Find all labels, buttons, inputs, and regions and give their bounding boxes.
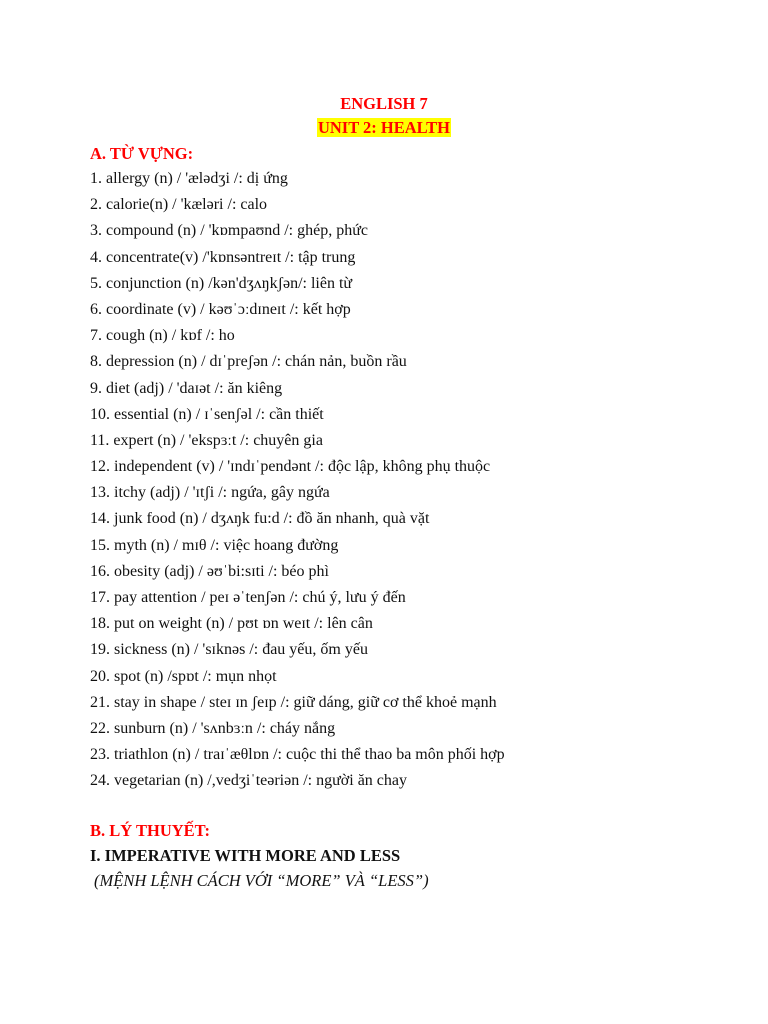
vocabulary-item: 12. independent (v) / 'ɪndɪˈpendənt /: độc lập, không phụ thuộc [90, 458, 491, 476]
vocabulary-item: 6. coordinate (v) / kəʊˈɔːdɪneɪt /: kết hợp [90, 300, 351, 318]
section-b-heading: B. LÝ THUYẾT: [90, 821, 210, 840]
subsection-note: (MỆNH LỆNH CÁCH VỚI “MORE” VÀ “LESS”) [94, 871, 429, 890]
vocabulary-item: 18. put on weight (n) / pʊt ɒn weɪt /: lên cân [90, 615, 373, 633]
title-block [0, 92, 768, 140]
vocabulary-item: 22. sunburn (n) / 'sʌnbɜːn /: cháy nắng [90, 719, 336, 737]
document-title: ENGLISH 7 [340, 94, 428, 113]
vocabulary-item: 7. cough (n) / kɒf /: ho [90, 327, 235, 345]
vocabulary-item: 3. compound (n) / 'kɒmpaʊnd /: ghép, phức [90, 222, 368, 240]
vocabulary-item: 1. allergy (n) / 'ælədʒi /: dị ứng [90, 170, 288, 187]
unit-title: UNIT 2: HEALTH [317, 118, 451, 137]
vocabulary-item: 4. concentrate(v) /'kɒnsəntreɪt /: tập trung [90, 248, 356, 266]
vocabulary-item: 10. essential (n) / ɪˈsenʃəl /: cần thiết [90, 405, 324, 423]
vocabulary-item: 16. obesity (adj) / əʊˈbi:sɪti /: béo phì [90, 562, 329, 580]
vocabulary-item: 9. diet (adj) / 'daɪət /: ăn kiêng [90, 379, 283, 397]
vocabulary-item: 19. sickness (n) / 'sɪknəs /: đau yếu, ốm yếu [90, 641, 368, 659]
subsection-heading: I. IMPERATIVE WITH MORE AND LESS [90, 846, 401, 865]
vocabulary-item: 24. vegetarian (n) /,vedʒiˈteəriən /: người ăn chay [90, 772, 407, 790]
vocabulary-item: 20. spot (n) /spɒt /: mụn nhọt [90, 667, 277, 685]
vocabulary-item: 21. stay in shape / steɪ ɪn ʃeɪp /: giữ dáng, giữ cơ thể khoẻ mạnh [90, 693, 497, 711]
vocabulary-item: 17. pay attention / peɪ əˈtenʃən /: chú ý, lưu ý đến [90, 589, 406, 606]
vocabulary-item: 11. expert (n) / 'ekspɜːt /: chuyên gia [90, 431, 323, 449]
vocabulary-item: 23. triathlon (n) / traɪˈæθlɒn /: cuộc thi thể thao ba môn phối hợp [90, 746, 505, 764]
vocabulary-item: 13. itchy (adj) / 'ɪtʃi /: ngứa, gây ngứa [90, 484, 330, 502]
vocabulary-item: 2. calorie(n) / 'kæləri /: calo [90, 196, 268, 214]
section-a-heading: A. TỪ VỰNG: [90, 144, 194, 163]
vocabulary-item: 5. conjunction (n) /kən'dʒʌŋkʃən/: liên từ [90, 274, 353, 292]
vocabulary-item: 8. depression (n) / dɪˈpreʃən /: chán nản, buồn rầu [90, 353, 407, 371]
vocabulary-list [90, 166, 505, 795]
vocabulary-item: 14. junk food (n) / dʒʌŋk fu:d /: đồ ăn nhanh, quà vặt [90, 510, 430, 528]
vocabulary-item: 15. myth (n) / mɪθ /: việc hoang đường [90, 536, 339, 554]
